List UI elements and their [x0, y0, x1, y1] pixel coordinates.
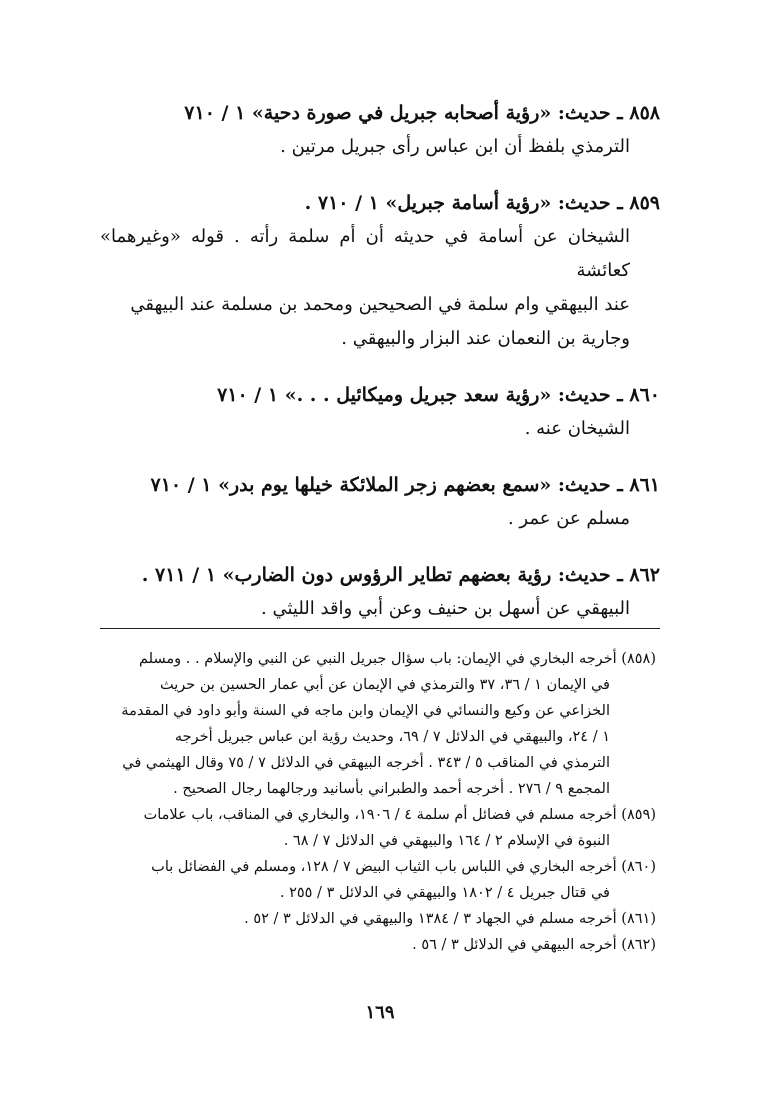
footnote-line: (٨٦١) أخرجه مسلم في الجهاد ٣ / ١٣٨٤ والبيهقي في الدلائل ٣ / ٥٢ . [244, 911, 656, 927]
footnote-862 [100, 932, 656, 958]
footnote-861 [100, 906, 656, 932]
footnote-859 [100, 802, 656, 854]
entry-heading: ٨٦٢ ـ حديث: رؤية بعضهم تطاير الرؤوس دون الضارب» ١ / ٧١١ . [141, 564, 660, 586]
footnote-line: (٨٥٨) أخرجه البخاري في الإيمان: باب سؤال جبريل النبي عن النبي والإسلام . . ومسلم [139, 651, 656, 667]
hadith-entries [100, 96, 660, 648]
footnote-860 [100, 854, 656, 906]
footnotes [100, 646, 656, 958]
footnote-line: الخزاعي عن وكيع والنسائي في الإيمان وابن ماجه في السنة وأبو داود في المقدمة [121, 703, 610, 719]
entry-line: وجارية بن النعمان عند البزار والبيهقي . [341, 328, 630, 349]
footnote-line: (٨٦٢) أخرجه البيهقي في الدلائل ٣ / ٥٦ . [412, 937, 656, 953]
footnote-separator [100, 628, 660, 629]
entry-heading: ٨٦١ ـ حديث: «سمع بعضهم زجر الملائكة خيلها يوم بدر» ١ / ٧١٠ [150, 474, 660, 496]
entry-line: البيهقي عن أسهل بن حنيف وعن أبي واقد الليثي . [261, 598, 630, 619]
hadith-entry-861 [100, 468, 660, 536]
footnote-line: المجمع ٩ / ٢٧٦ . أخرجه أحمد والطبراني بأسانيد ورجالهما رجال الصحيح . [173, 781, 610, 797]
entry-text [100, 502, 660, 536]
entry-line: الشيخان عن أسامة في حديثه أن أم سلمة رأته . قوله «وغيرهما» كعائشة [100, 226, 630, 281]
entry-text [100, 130, 660, 164]
hadith-entry-858 [100, 96, 660, 164]
footnote-line: النبوة في الإسلام ٢ / ١٦٤ والبيهقي في الدلائل ٧ / ٦٨ . [283, 833, 610, 849]
entry-line: الشيخان عنه . [524, 418, 630, 439]
entry-heading: ٨٦٠ ـ حديث: «رؤية سعد جبريل وميكائيل . . .» ١ / ٧١٠ [217, 384, 660, 406]
hadith-entry-862 [100, 558, 660, 626]
entry-heading: ٨٥٩ ـ حديث: «رؤية أسامة جبريل» ١ / ٧١٠ . [304, 192, 660, 214]
footnote-line: (٨٦٠) أخرجه البخاري في اللباس باب الثياب البيض ٧ / ١٢٨، ومسلم في الفضائل باب [151, 859, 656, 875]
footnote-line: (٨٥٩) أخرجه مسلم في فضائل أم سلمة ٤ / ١٩٠٦، والبخاري في المناقب، باب علامات [143, 807, 656, 823]
entry-line: عند البيهقي وام سلمة في الصحيحين ومحمد بن مسلمة عند البيهقي [130, 294, 630, 315]
footnote-858 [100, 646, 656, 802]
footnote-line: في الإيمان ١ / ٣٦، ٣٧ والترمذي في الإيمان عن أبي عمار الحسين بن حريث [160, 677, 610, 693]
footnote-line: الترمذي في المناقب ٥ / ٣٤٣ . أخرجه البيهقي في الدلائل ٧ / ٧٥ وقال الهيثمي في [122, 755, 610, 771]
entry-text [100, 592, 660, 626]
hadith-entry-860 [100, 378, 660, 446]
footnote-line: في قتال جبريل ٤ / ١٨٠٢ والبيهقي في الدلائل ٣ / ٢٥٥ . [279, 885, 610, 901]
entry-heading: ٨٥٨ ـ حديث: «رؤية أصحابه جبريل في صورة دحية» ١ / ٧١٠ [184, 102, 660, 124]
entry-line: مسلم عن عمر . [507, 508, 630, 529]
page-number: ١٦٩ [365, 1002, 395, 1023]
entry-text [100, 220, 660, 356]
entry-line: الترمذي بلفظ أن ابن عباس رأى جبريل مرتين . [280, 136, 630, 157]
entry-text [100, 412, 660, 446]
footnote-line: ١ / ٢٤، والبيهقي في الدلائل ٧ / ٦٩، وحديث رؤية ابن عباس جبريل أخرجه [174, 729, 610, 745]
hadith-entry-859 [100, 186, 660, 356]
